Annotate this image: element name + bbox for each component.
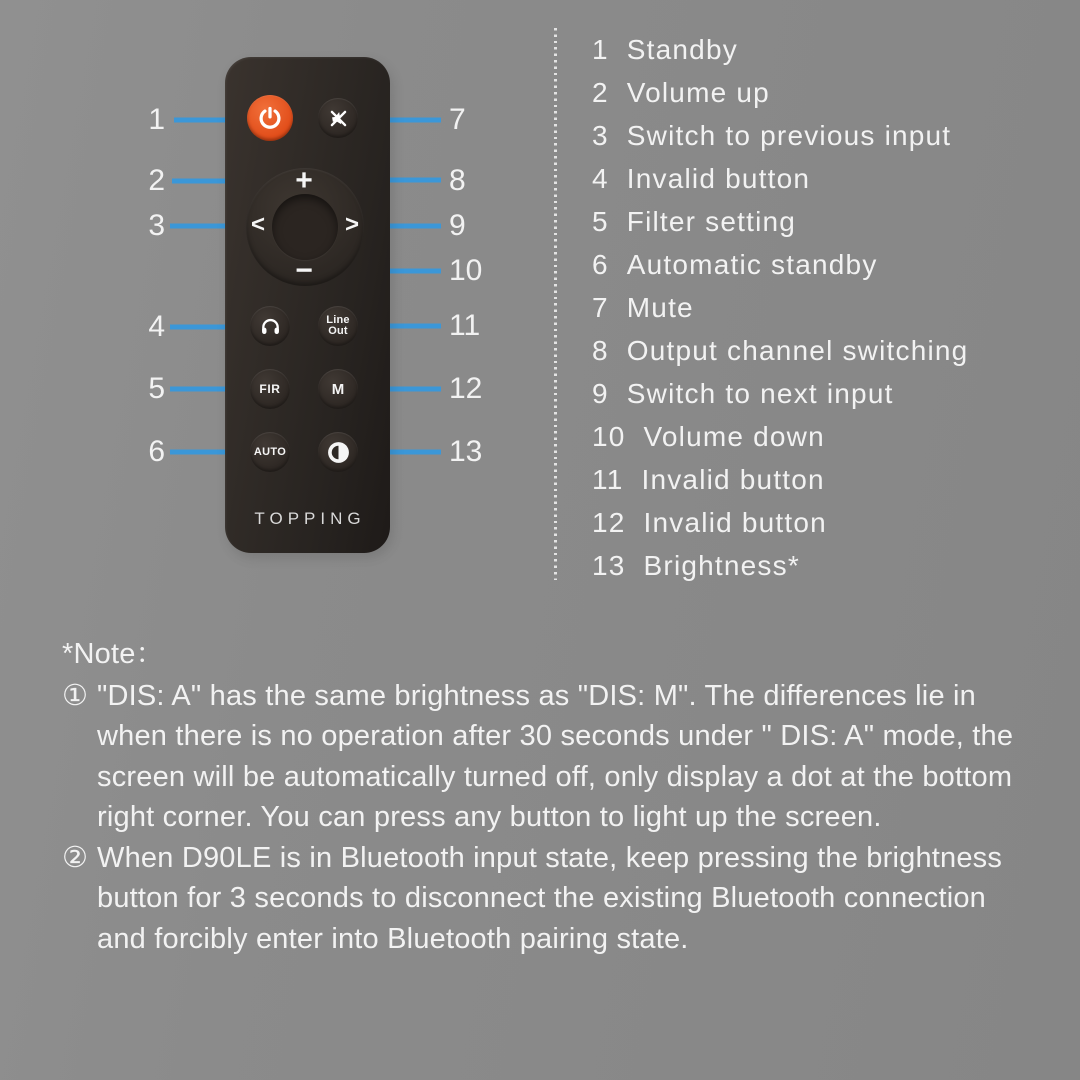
legend-item-1 bbox=[592, 28, 968, 71]
legend-item-4 bbox=[592, 157, 968, 200]
legend-item-6 bbox=[592, 243, 968, 286]
legend-label: Output channel switching bbox=[626, 334, 969, 366]
line-out-button bbox=[318, 306, 358, 346]
legend-divider bbox=[554, 28, 557, 580]
legend-item-7 bbox=[592, 286, 968, 329]
headphones-icon bbox=[259, 315, 282, 338]
mute-icon bbox=[328, 108, 349, 129]
note-marker-2: ② bbox=[62, 841, 89, 874]
legend-item-11 bbox=[592, 458, 968, 501]
legend-num: 3 bbox=[592, 119, 609, 151]
callout-number-12: 12 bbox=[449, 372, 483, 405]
callout-number-6: 6 bbox=[148, 435, 165, 468]
previous-input-glyph: < bbox=[250, 211, 266, 238]
next-input-glyph: > bbox=[344, 211, 360, 238]
auto-label: AUTO bbox=[253, 446, 287, 458]
line-out-label-line2: Out bbox=[328, 325, 348, 337]
legend-label: Volume up bbox=[626, 76, 770, 108]
legend-num: 1 bbox=[592, 33, 609, 65]
legend-item-2 bbox=[592, 71, 968, 114]
legend-num: 9 bbox=[592, 377, 609, 409]
note-item-1 bbox=[62, 676, 1027, 838]
callout-number-1: 1 bbox=[148, 103, 165, 136]
m-button bbox=[318, 369, 358, 409]
fir-label: FIR bbox=[259, 382, 281, 396]
note-text-2: When D90LE is in Bluetooth input state, keep pressing the brightness button for 3 seconds to disconnect the existing Bluetooth connection and forcibly enter into Bluetooth pairing state. bbox=[97, 841, 1003, 955]
legend-item-8 bbox=[592, 329, 968, 372]
brightness-button bbox=[318, 432, 358, 472]
legend-num: 11 bbox=[592, 463, 624, 495]
callout-number-2: 2 bbox=[148, 164, 165, 197]
legend-label: Standby bbox=[626, 33, 738, 65]
legend-label: Automatic standby bbox=[626, 248, 878, 280]
dpad-center-button bbox=[272, 194, 338, 260]
legend-label: Mute bbox=[626, 291, 694, 323]
callout-number-3: 3 bbox=[148, 209, 165, 242]
legend bbox=[592, 28, 968, 587]
legend-num: 4 bbox=[592, 162, 609, 194]
note-text-1: "DIS: A" has the same brightness as "DIS: M". The differences lie in when there is no operation after 30 seconds under " DIS: A" mode, the screen will be automatically turned off, only display a dot at the bottom right corner. You can press any button to light up the screen. bbox=[97, 679, 1014, 833]
callout-number-11: 11 bbox=[449, 309, 481, 342]
remote-control-illustration bbox=[225, 57, 390, 553]
legend-label: Brightness* bbox=[643, 549, 800, 581]
power-button bbox=[247, 95, 293, 141]
headphone-button bbox=[250, 306, 290, 346]
legend-label: Invalid button bbox=[626, 162, 811, 194]
callout-number-9: 9 bbox=[449, 209, 466, 242]
line-out-label-line1: Line bbox=[326, 314, 350, 326]
legend-item-13 bbox=[592, 544, 968, 587]
auto-button bbox=[250, 432, 290, 472]
brand-logo: TOPPING bbox=[254, 509, 366, 528]
callout-number-5: 5 bbox=[148, 372, 165, 405]
legend-num: 13 bbox=[592, 549, 626, 581]
legend-item-3 bbox=[592, 114, 968, 157]
legend-item-12 bbox=[592, 501, 968, 544]
legend-label: Switch to previous input bbox=[626, 119, 952, 151]
callout-number-7: 7 bbox=[449, 103, 466, 136]
legend-label: Invalid button bbox=[641, 463, 825, 495]
notes-title: *Note： bbox=[62, 638, 165, 670]
brightness-contrast-icon bbox=[326, 440, 351, 465]
legend-item-10 bbox=[592, 415, 968, 458]
legend-item-9 bbox=[592, 372, 968, 415]
volume-down-glyph: − bbox=[295, 254, 313, 287]
legend-label: Switch to next input bbox=[626, 377, 894, 409]
note-item-2 bbox=[62, 838, 1027, 960]
note-marker-1: ① bbox=[62, 679, 89, 712]
volume-up-glyph: + bbox=[295, 164, 313, 197]
legend-num: 10 bbox=[592, 420, 626, 452]
callout-number-4: 4 bbox=[148, 310, 165, 343]
legend-label: Invalid button bbox=[643, 506, 827, 538]
callout-number-13: 13 bbox=[449, 435, 483, 468]
m-label: M bbox=[331, 380, 345, 398]
legend-num: 6 bbox=[592, 248, 609, 280]
legend-label: Filter setting bbox=[626, 205, 797, 237]
legend-num: 7 bbox=[592, 291, 609, 323]
callout-number-8: 8 bbox=[449, 164, 466, 197]
legend-num: 2 bbox=[592, 76, 609, 108]
power-icon bbox=[257, 105, 283, 131]
dpad bbox=[246, 164, 364, 287]
legend-num: 8 bbox=[592, 334, 609, 366]
fir-button bbox=[250, 369, 290, 409]
legend-num: 5 bbox=[592, 205, 609, 237]
legend-num: 12 bbox=[592, 506, 626, 538]
legend-item-5 bbox=[592, 200, 968, 243]
notes-section bbox=[62, 634, 1027, 959]
mute-button bbox=[318, 98, 358, 138]
callout-number-10: 10 bbox=[449, 254, 483, 287]
legend-label: Volume down bbox=[643, 420, 825, 452]
